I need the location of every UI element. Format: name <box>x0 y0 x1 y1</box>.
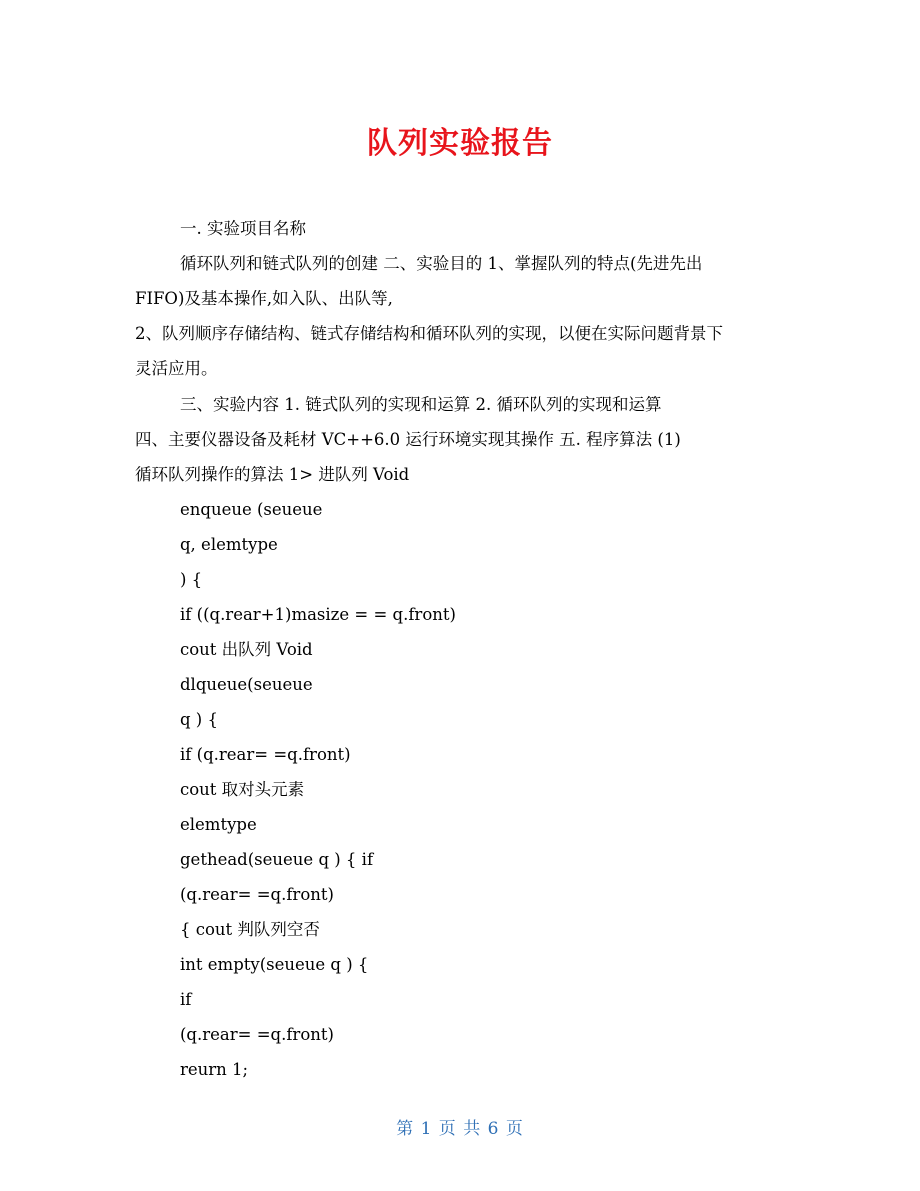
code-line: int empty(seueue q ) { <box>180 955 369 974</box>
code-line: dlqueue(seueue <box>180 675 313 694</box>
code-line: { cout 判队列空否 <box>180 920 320 939</box>
body-line: 循环队列和链式队列的创建 二、实验目的 1、掌握队列的特点(先进先出 <box>180 254 703 273</box>
code-line: (q.rear= =q.front) <box>180 1025 334 1044</box>
body-line: 灵活应用。 <box>135 359 218 378</box>
code-line: cout 取对头元素 <box>180 780 305 799</box>
code-line: ) { <box>180 570 203 589</box>
body-line: 循环队列操作的算法 1> 进队列 Void <box>135 465 410 484</box>
code-line: gethead(seueue q ) { if <box>180 850 374 869</box>
code-line: q ) { <box>180 710 218 729</box>
code-line: if (q.rear= =q.front) <box>180 745 351 764</box>
code-line: cout 出队列 Void <box>180 640 313 659</box>
body-line: 三、实验内容 1. 链式队列的实现和运算 2. 循环队列的实现和运算 <box>180 395 662 414</box>
page-number-footer: 第 1 页 共 6 页 <box>396 1119 524 1139</box>
code-line: if <box>180 990 192 1009</box>
code-line: enqueue (seueue <box>180 500 323 519</box>
body-line: FIFO)及基本操作,如入队、出队等, <box>135 289 393 308</box>
code-line: (q.rear= =q.front) <box>180 885 334 904</box>
section-heading: 一. 实验项目名称 <box>180 219 306 238</box>
body-line: 四、主要仪器设备及耗材 VC++6.0 运行环境实现其操作 五. 程序算法 (1) <box>135 430 681 449</box>
body-line: 2、队列顺序存储结构、链式存储结构和循环队列的实现，以便在实际问题背景下 <box>135 324 723 343</box>
code-line: if ((q.rear+1)masize = = q.front) <box>180 605 456 624</box>
code-line: reurn 1; <box>180 1060 249 1079</box>
code-line: q, elemtype <box>180 535 278 554</box>
code-line: elemtype <box>180 815 257 834</box>
page-title: 队列实验报告 <box>367 126 553 161</box>
